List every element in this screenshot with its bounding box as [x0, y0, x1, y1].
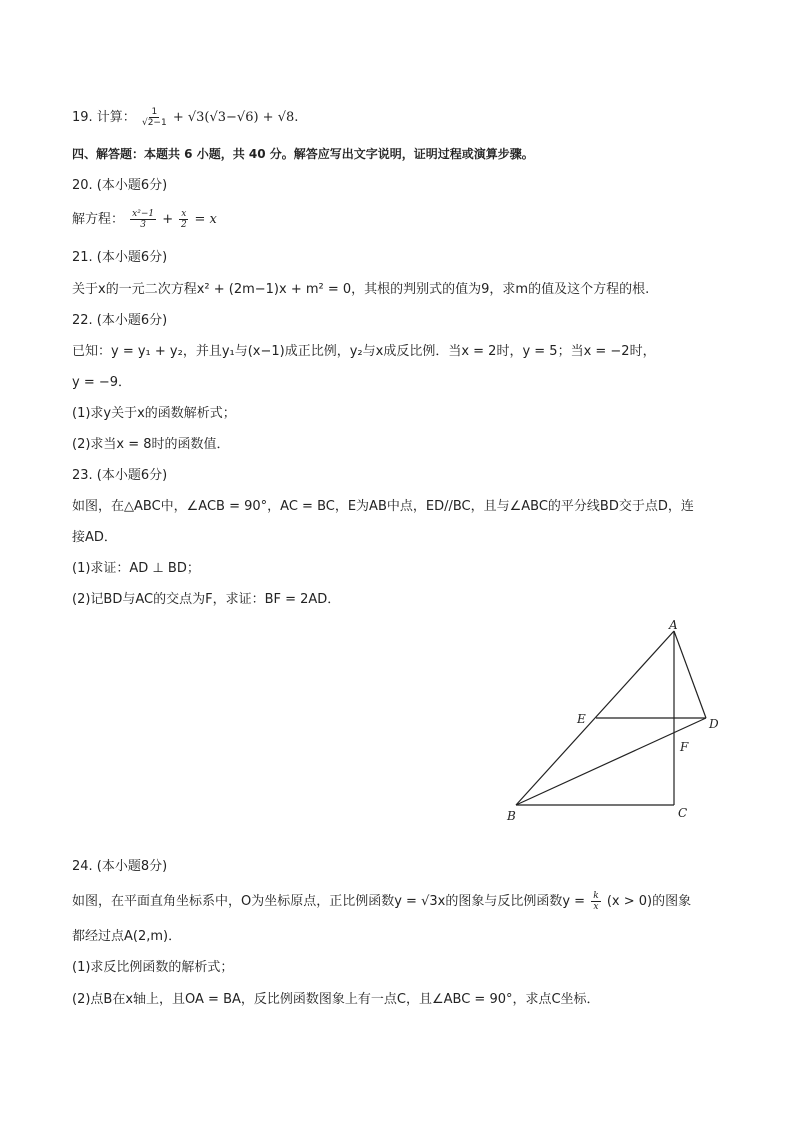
q20-plus: + [162, 212, 174, 227]
q20-f1-num: x²−1 [132, 209, 155, 219]
q23-part-1: (1)求证：AD ⊥ BD； [72, 561, 200, 576]
q24-header: 24. (本小题8分) [72, 859, 168, 874]
q21-text: 关于x的一元二次方程x² + (2m−1)x + m² = 0，其根的判别式的值为9，求m的值及这个方程的根. [72, 282, 650, 297]
q23-part-2: (2)记BD与AC的交点为F，求证：BF = 2AD． [72, 592, 341, 607]
section-4-title: 四、解答题：本题共 6 小题，共 40 分。解答应写出文字说明，证明过程或演算步骤。 [72, 147, 534, 161]
q22-part-1: (1)求y关于x的函数解析式； [72, 406, 236, 421]
label-a: A [669, 618, 678, 632]
q24-frac-den: x [593, 902, 599, 912]
label-c: C [678, 806, 688, 820]
q20-prefix: 解方程： [72, 212, 125, 227]
label-d: D [709, 717, 719, 731]
q19-expr: + √3(√3−√6) + √8. [172, 110, 299, 125]
q24-line-2: 都经过点A(2,m)． [72, 929, 182, 944]
q19-label: 19. 计算： [72, 110, 136, 125]
q24-part-1: (1)求反比例函数的解析式； [72, 960, 234, 975]
q20-f1-den: 3 [140, 220, 146, 230]
q24-part-2: (2)点B在x轴上，且OA = BA，反比例函数图象上有一点C，且∠ABC = 90°，求点C坐标． [72, 992, 600, 1007]
q22-line-1: 已知：y = y₁ + y₂，并且y₁与(x−1)成正比例，y₂与x成反比例．当x = 2时，y = 5；当x = −2时， [72, 344, 656, 359]
q24-line-1 [72, 891, 691, 912]
q23-header: 23. (本小题6分) [72, 468, 168, 483]
label-e: E [577, 712, 586, 726]
q20-f2-num: x [181, 209, 187, 219]
q22-part-2: (2)求当x = 8时的函数值． [72, 437, 230, 452]
q20-f2-den: 2 [180, 220, 187, 230]
segment-ad [674, 631, 706, 718]
q23-line-1: 如图，在△ABC中，∠ACB = 90°，AC = BC，E为AB中点，ED//BC，且与∠ABC的平分线BD交于点D，连 [72, 499, 694, 514]
label-f: F [680, 740, 689, 754]
q24-frac-num: k [593, 891, 599, 901]
q24-line-1a: 如图，在平面直角坐标系中，O为坐标原点，正比例函数y = √3x的图象与反比例函数y = [72, 894, 586, 909]
q20-header: 20. (本小题6分) [72, 178, 168, 193]
q21-header: 21. (本小题6分) [72, 250, 168, 265]
q22-line-2: y = −9． [72, 375, 132, 390]
q24-line-1b: (x > 0)的图象 [606, 894, 692, 909]
label-b: B [507, 809, 516, 823]
q19-frac-num: 1 [151, 107, 158, 117]
q23-line-2: 接AD． [72, 530, 117, 545]
q24-fraction [591, 891, 600, 912]
q22-header: 22. (本小题6分) [72, 313, 168, 328]
q20-rhs: = x [194, 212, 217, 227]
q19-frac-den: √2−1 [141, 118, 167, 128]
segment-bd [516, 718, 706, 805]
